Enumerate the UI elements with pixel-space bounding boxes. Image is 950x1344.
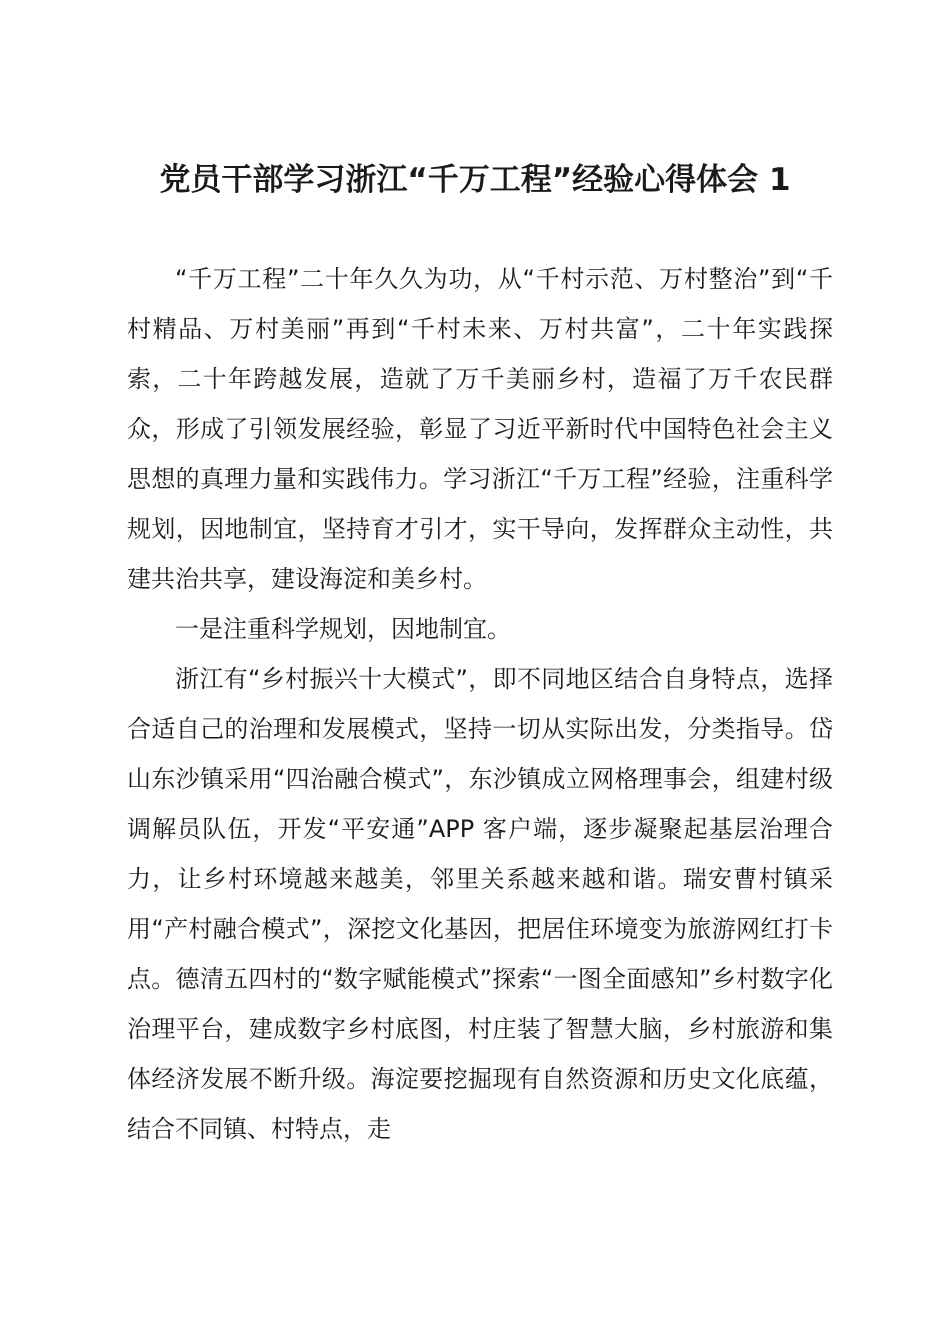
document-title: 党员干部学习浙江“千万工程”经验心得体会 1 (159, 162, 791, 198)
document-body (127, 254, 833, 1154)
paragraph-intro: “千万工程”二十年久久为功，从“千村示范、万村整治”到“千村精品、万村美丽”再到“千村未来、万村共富”，二十年实践探索，二十年跨越发展，造就了万千美丽乡村，造福了万千农民群众，形成了引领发展经验，彰显了习近平新时代中国特色社会主义思想的真理力量和实践伟力。学习浙江“千万工程”经验，注重科学规划，因地制宜，坚持育才引才，实干导向，发挥群众主动性，共建共治共享，建设海淀和美乡村。 (127, 265, 833, 593)
paragraph-heading-one: 一是注重科学规划，因地制宜。 (175, 615, 511, 643)
paragraph-zhejiang-models: 浙江有“乡村振兴十大模式”，即不同地区结合自身特点，选择合适自己的治理和发展模式，坚持一切从实际出发，分类指导。岱山东沙镇采用“四治融合模式”，东沙镇成立网格理事会，组建村级调解员队伍，开发“平安通”APP 客户端，逐步凝聚起基层治理合力，让乡村环境越来越美，邻里关系越来越和谐。瑞安曹村镇采用“产村融合模式”，深挖文化基因，把居住环境变为旅游网红打卡点。德清五四村的“数字赋能模式”探索“一图全面感知”乡村数字化治理平台，建成数字乡村底图，村庄装了智慧大脑，乡村旅游和集体经济发展不断升级。海淀要挖掘现有自然资源和历史文化底蕴，结合不同镇、村特点，走 (127, 665, 833, 1143)
